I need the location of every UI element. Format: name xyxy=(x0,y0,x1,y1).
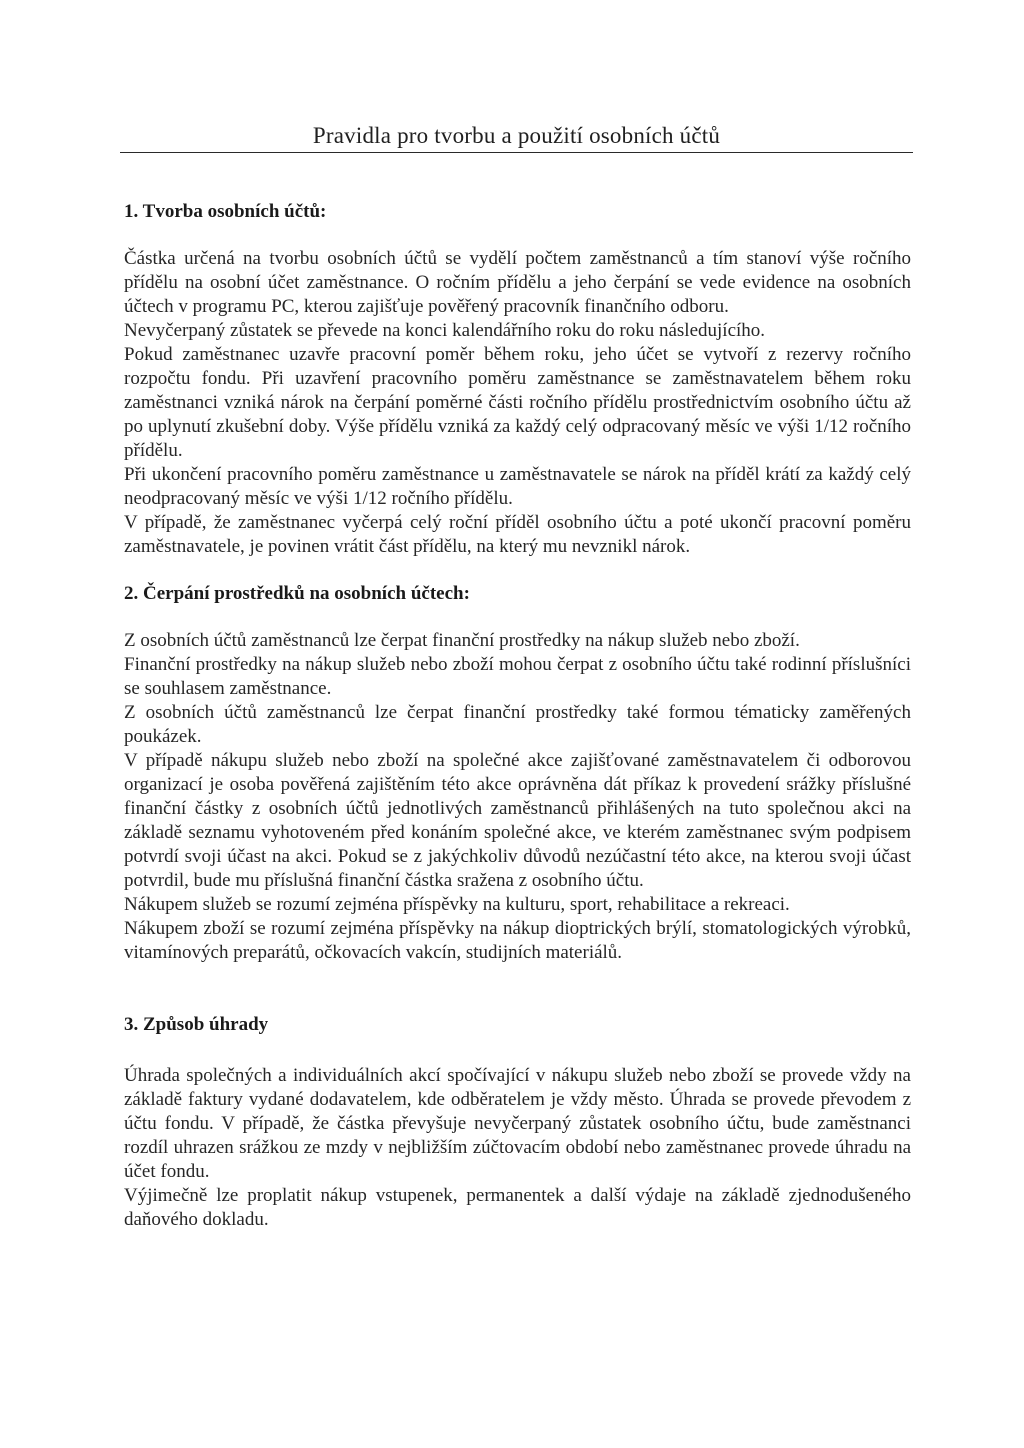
paragraph: Nákupem zboží se rozumí zejména příspěvky na nákup dioptrických brýlí, stomatologických výrobků, vitamínových preparátů, očkovacích vakcín, studijních materiálů. xyxy=(124,918,911,963)
paragraph: Z osobních účtů zaměstnanců lze čerpat finanční prostředky na nákup služeb nebo zboží. xyxy=(124,630,800,651)
section-body xyxy=(124,629,911,965)
paragraph: Částka určená na tvorbu osobních účtů se vydělí počtem zaměstnanců a tím stanoví výše ročního přídělu na osobní účet zaměstnance. O ročním přídělu a jeho čerpání se vede evidence na osobních účtech v programu PC, kterou zajišťuje pověřený pracovník finančního odboru. xyxy=(124,248,911,317)
paragraph: Výjimečně lze proplatit nákup vstupenek, permanentek a další výdaje na základě zjednodušeného daňového dokladu. xyxy=(124,1185,911,1230)
document-title: Pravidla pro tvorbu a použití osobních účtů xyxy=(312,123,721,148)
paragraph: Úhrada společných a individuálních akcí spočívající v nákupu služeb nebo zboží se provede vždy na základě faktury vydané dodavatelem, kde odběratelem je vždy město. Úhrada se provede převodem z účtu fondu. V případě, že částka převyšuje nevyčerpaný zůstatek osobního účtu, bude zaměstnanci rozdíl uhrazen srážkou ze mzdy v nejbližším zúčtovacím období nebo zaměstnanec provede úhradu na účet fondu. xyxy=(124,1065,911,1182)
section-heading: 1. Tvorba osobních účtů: xyxy=(124,201,327,222)
section-tvorba-osobnich-uctu xyxy=(124,199,911,559)
title-underline xyxy=(120,152,913,153)
paragraph: Pokud zaměstnanec uzavře pracovní poměr během roku, jeho účet se vytvoří z rezervy ročního rozpočtu fondu. Při uzavření pracovního poměru zaměstnance se zaměstnavatelem během roku zaměstnanci vzniká nárok na čerpání poměrné části ročního přídělu prostřednictvím osobního účtu až po uplynutí zkušební doby. Výše přídělu vzniká za každý celý odpracovaný měsíc ve výši 1/12 ročního přídělu. xyxy=(124,344,911,461)
paragraph: Nákupem služeb se rozumí zejména příspěvky na kulturu, sport, rehabilitace a rekreaci. xyxy=(124,894,790,915)
paragraph: Nevyčerpaný zůstatek se převede na konci kalendářního roku do roku následujícího. xyxy=(124,320,766,341)
paragraph: Z osobních účtů zaměstnanců lze čerpat finanční prostředky také formou tématicky zaměřených poukázek. xyxy=(124,702,911,747)
section-body xyxy=(124,247,911,559)
paragraph: Při ukončení pracovního poměru zaměstnance u zaměstnavatele se nárok na příděl krátí za každý celý neodpracovaný měsíc ve výši 1/12 ročního přídělu. xyxy=(124,464,911,509)
paragraph: V případě nákupu služeb nebo zboží na společné akce zajišťované zaměstnavatelem či odborovou organizací je osoba pověřená zajištěním této akce oprávněna dát příkaz k provedení srážky příslušné finanční částky z osobních účtů jednotlivých zaměstnanců přihlášených na tuto společnou akci na základě seznamu vyhotoveném před konáním společné akce, ve kterém zaměstnanec svým podpisem potvrdí svoji účast na akci. Pokud se z jakýchkoliv důvodů nezúčastní této akce, na kterou svoji účast potvrdil, bude mu příslušná finanční částka sražena z osobního účtu. xyxy=(124,750,911,891)
paragraph: Finanční prostředky na nákup služeb nebo zboží mohou čerpat z osobního účtu také rodinní příslušníci se souhlasem zaměstnance. xyxy=(124,654,911,699)
section-zpusob-uhrady xyxy=(124,1012,911,1232)
section-heading: 3. Způsob úhrady xyxy=(124,1014,269,1035)
section-cerpani-prostredku xyxy=(124,581,911,965)
section-heading: 2. Čerpání prostředků na osobních účtech: xyxy=(124,583,470,604)
section-body xyxy=(124,1064,911,1232)
paragraph: V případě, že zaměstnanec vyčerpá celý roční příděl osobního účtu a poté ukončí pracovní poměru zaměstnavatele, je povinen vrátit část přídělu, na který mu nevznikl nárok. xyxy=(124,512,911,557)
